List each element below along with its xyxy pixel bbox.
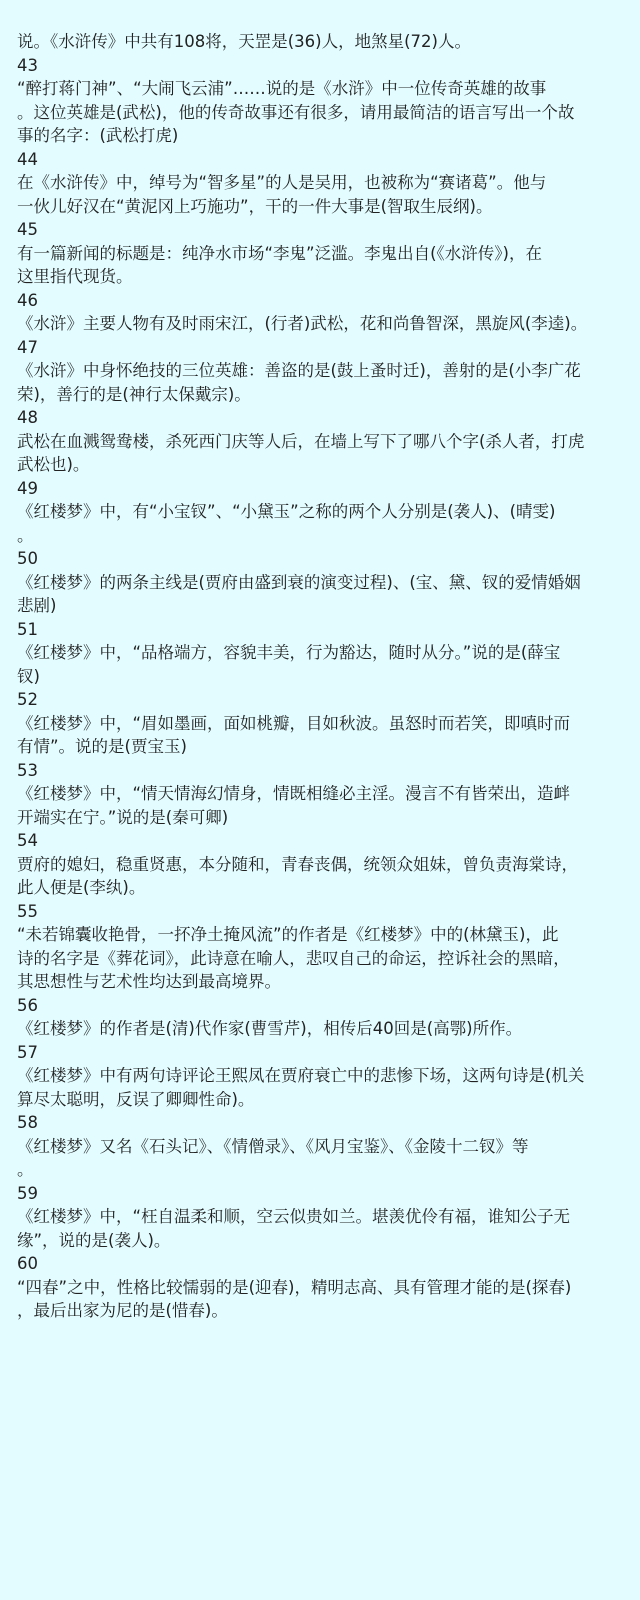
item-text-line: “四春”之中，性格比较懦弱的是(迎春)，精明志高、具有管理才能的是(探春) <box>17 1277 572 1297</box>
qa-item <box>17 406 626 477</box>
item-number: 53 <box>17 760 38 780</box>
item-number: 56 <box>17 995 38 1015</box>
item-text-line: 荣)，善行的是(神行太保戴宗)。 <box>17 384 251 404</box>
qa-list <box>17 54 626 1323</box>
qa-item <box>17 829 626 900</box>
item-text-line: 其思想性与艺术性均达到最高境界。 <box>17 972 281 991</box>
item-number: 57 <box>17 1042 38 1062</box>
item-text-line: 《红楼梦》中，“情天情海幻情身，情既相缝必主淫。漫言不有皆荣出，造衅 <box>17 784 571 803</box>
qa-item <box>17 148 626 219</box>
item-text-line: 钗) <box>17 666 40 686</box>
item-text-line: 此人便是(李纨)。 <box>17 878 146 897</box>
item-text-line: “未若锦囊收艳骨，一抔净土掩风流”的作者是《红楼梦》中的(林黛玉)，此 <box>17 925 559 944</box>
item-text-line: 算尽太聪明，反误了卿卿性命)。 <box>17 1089 255 1109</box>
item-text-line: 《水浒》中身怀绝技的三位英雄：善盗的是(鼓上蚤时迁)，善射的是(小李广花 <box>17 361 581 380</box>
item-text-line: 武松在血溅鸳鸯楼，杀死西门庆等人后，在墙上写下了哪八个字(杀人者，打虎 <box>17 431 585 451</box>
item-text-line: 。 <box>17 1160 34 1179</box>
item-number: 59 <box>17 1183 38 1203</box>
qa-item <box>17 289 626 336</box>
item-text-line: 《红楼梦》的两条主线是(贾府由盛到衰的演变过程)、(宝、黛、钗的爱情婚姻 <box>17 572 581 592</box>
item-number: 45 <box>17 220 38 239</box>
item-text-line: 《水浒》主要人物有及时雨宋江，(行者)武松，花和尚鲁智深，黑旋风(李逵)。 <box>17 314 588 333</box>
item-text-line: 《红楼梦》中，“眉如墨画，面如桃瓣，目如秋波。虽怒时而若笑，即嗔时而 <box>17 713 571 733</box>
item-text-line: 诗的名字是《葬花词》，此诗意在喻人，悲叹自己的命运，控诉社会的黑暗， <box>17 948 570 968</box>
item-text-line: 贾府的媳妇，稳重贤惠，本分随和，青春丧偶，统领众姐妹，曾负责海棠诗， <box>17 854 578 874</box>
item-text-line: 开端实在宁。”说的是(秦可卿) <box>17 807 229 827</box>
item-number: 49 <box>17 478 38 498</box>
item-text-line: 。这位英雄是(武松)，他的传奇故事还有很多，请用最简洁的语言写出一个故 <box>17 102 575 122</box>
item-number: 48 <box>17 408 38 427</box>
item-text-line: 事的名字：(武松打虎) <box>17 126 179 145</box>
item-number: 58 <box>17 1113 38 1132</box>
item-number: 47 <box>17 337 38 357</box>
qa-item <box>17 547 626 618</box>
item-number: 50 <box>17 549 38 568</box>
qa-item <box>17 1252 626 1323</box>
qa-item <box>17 1111 626 1182</box>
item-text-line: 。 <box>17 525 34 545</box>
item-number: 51 <box>17 619 38 639</box>
qa-item <box>17 759 626 830</box>
item-text-line: “醉打蒋门神”、“大闹飞云浦”……说的是《水浒》中一位传奇英雄的故事 <box>17 79 547 98</box>
qa-item <box>17 1182 626 1253</box>
item-text-line: 在《水浒传》中，绰号为“智多星”的人是吴用，也被称为“赛诸葛”。他与 <box>17 173 547 192</box>
item-text-line: 有情”。说的是(贾宝玉) <box>17 737 187 756</box>
item-text-line: 《红楼梦》中，“枉自温柔和顺，空云似贵如兰。堪羡优伶有福，谁知公子无 <box>17 1207 571 1226</box>
qa-item <box>17 1041 626 1112</box>
item-text-line: 《红楼梦》的作者是(清)代作家(曹雪芹)，相传后40回是(高鄂)所作。 <box>17 1019 523 1038</box>
item-text-line: 武松也)。 <box>17 455 90 474</box>
qa-item <box>17 900 626 994</box>
item-number: 60 <box>17 1254 38 1273</box>
qa-item <box>17 477 626 548</box>
intro-line: 说。《水浒传》中共有108将，天罡是(36)人，地煞星(72)人。 <box>17 32 471 51</box>
item-text-line: 缘”，说的是(袭人)。 <box>17 1230 171 1250</box>
item-number: 44 <box>17 149 38 169</box>
qa-item <box>17 54 626 148</box>
item-text-line: 一伙儿好汉在“黄泥冈上巧施功”，干的一件大事是(智取生辰纲)。 <box>17 196 493 216</box>
item-text-line: 有一篇新闻的标题是：纯净水市场“李鬼”泛滥。李鬼出自(《水浒传》)，在 <box>17 243 542 263</box>
item-text-line: 悲剧) <box>17 596 57 615</box>
item-number: 55 <box>17 901 38 921</box>
item-text-line: 《红楼梦》又名《石头记》、《情僧录》、《风月宝鉴》、《金陵十二钗》等 <box>17 1136 529 1156</box>
intro-text <box>17 30 626 54</box>
item-number: 54 <box>17 831 38 850</box>
qa-item <box>17 336 626 407</box>
qa-item <box>17 618 626 689</box>
item-text-line: 《红楼梦》中有两句诗评论王熙凤在贾府衰亡中的悲惨下场，这两句诗是(机关 <box>17 1066 585 1085</box>
item-text-line: 《红楼梦》中，有“小宝钗”、“小黛玉”之称的两个人分别是(袭人)、(晴雯) <box>17 502 556 521</box>
qa-item <box>17 218 626 289</box>
item-number: 52 <box>17 690 38 709</box>
qa-item <box>17 688 626 759</box>
item-text-line: 《红楼梦》中，“品格端方，容貌丰美，行为豁达，随时从分。”说的是(薛宝 <box>17 643 561 662</box>
item-text-line: 这里指代现货。 <box>17 267 133 286</box>
item-number: 46 <box>17 290 38 310</box>
item-text-line: ，最后出家为尼的是(惜春)。 <box>17 1301 228 1320</box>
item-number: 43 <box>17 55 38 75</box>
qa-item <box>17 994 626 1041</box>
